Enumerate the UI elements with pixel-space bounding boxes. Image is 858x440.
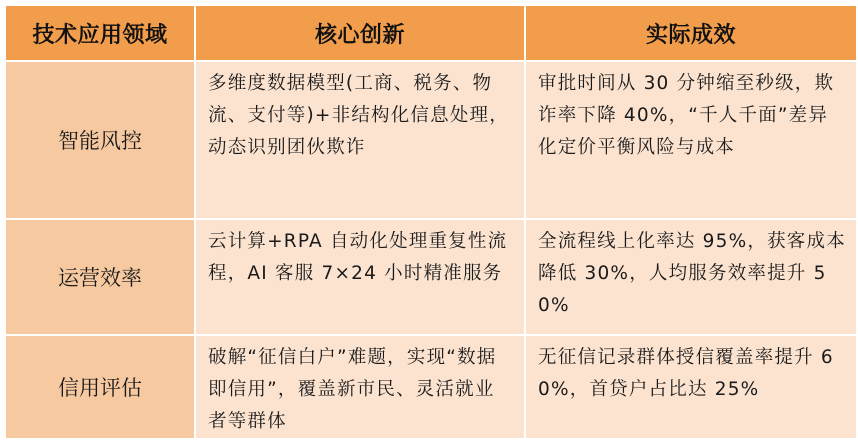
area-cell: 运营效率 <box>5 219 195 335</box>
header-core-innovation: 核心创新 <box>195 5 525 61</box>
area-cell: 信用评估 <box>5 335 195 439</box>
comparison-table-container <box>4 4 856 432</box>
table-row <box>5 335 857 439</box>
effect-text: 无征信记录群体授信覆盖率提升 60%，首贷户占比达 25% <box>538 347 834 400</box>
header-actual-effect: 实际成效 <box>525 5 857 61</box>
effect-text: 全流程线上化率达 95%，获客成本降低 30%，人均服务效率提升 50% <box>538 231 846 316</box>
innovation-text: 云计算+RPA 自动化处理重复性流程，AI 客服 7×24 小时精准服务 <box>208 231 508 284</box>
header-row <box>5 5 857 61</box>
innovation-text: 多维度数据模型(工商、税务、物流、支付等)+非结构化信息处理，动态识别团伙欺诈 <box>208 73 509 158</box>
comparison-table <box>4 4 858 440</box>
table-row <box>5 61 857 219</box>
area-cell: 智能风控 <box>5 61 195 219</box>
innovation-cell <box>195 61 525 219</box>
effect-cell <box>525 219 857 335</box>
innovation-cell <box>195 219 525 335</box>
effect-cell <box>525 335 857 439</box>
effect-text: 审批时间从 30 分钟缩至秒级，欺诈率下降 40%，“千人千面”差异化定价平衡风险与成本 <box>538 73 835 158</box>
header-application-area: 技术应用领域 <box>5 5 195 61</box>
effect-cell <box>525 61 857 219</box>
innovation-text: 破解“征信白户”难题，实现“数据即信用”，覆盖新市民、灵活就业者等群体 <box>208 347 497 432</box>
innovation-cell <box>195 335 525 439</box>
table-row <box>5 219 857 335</box>
